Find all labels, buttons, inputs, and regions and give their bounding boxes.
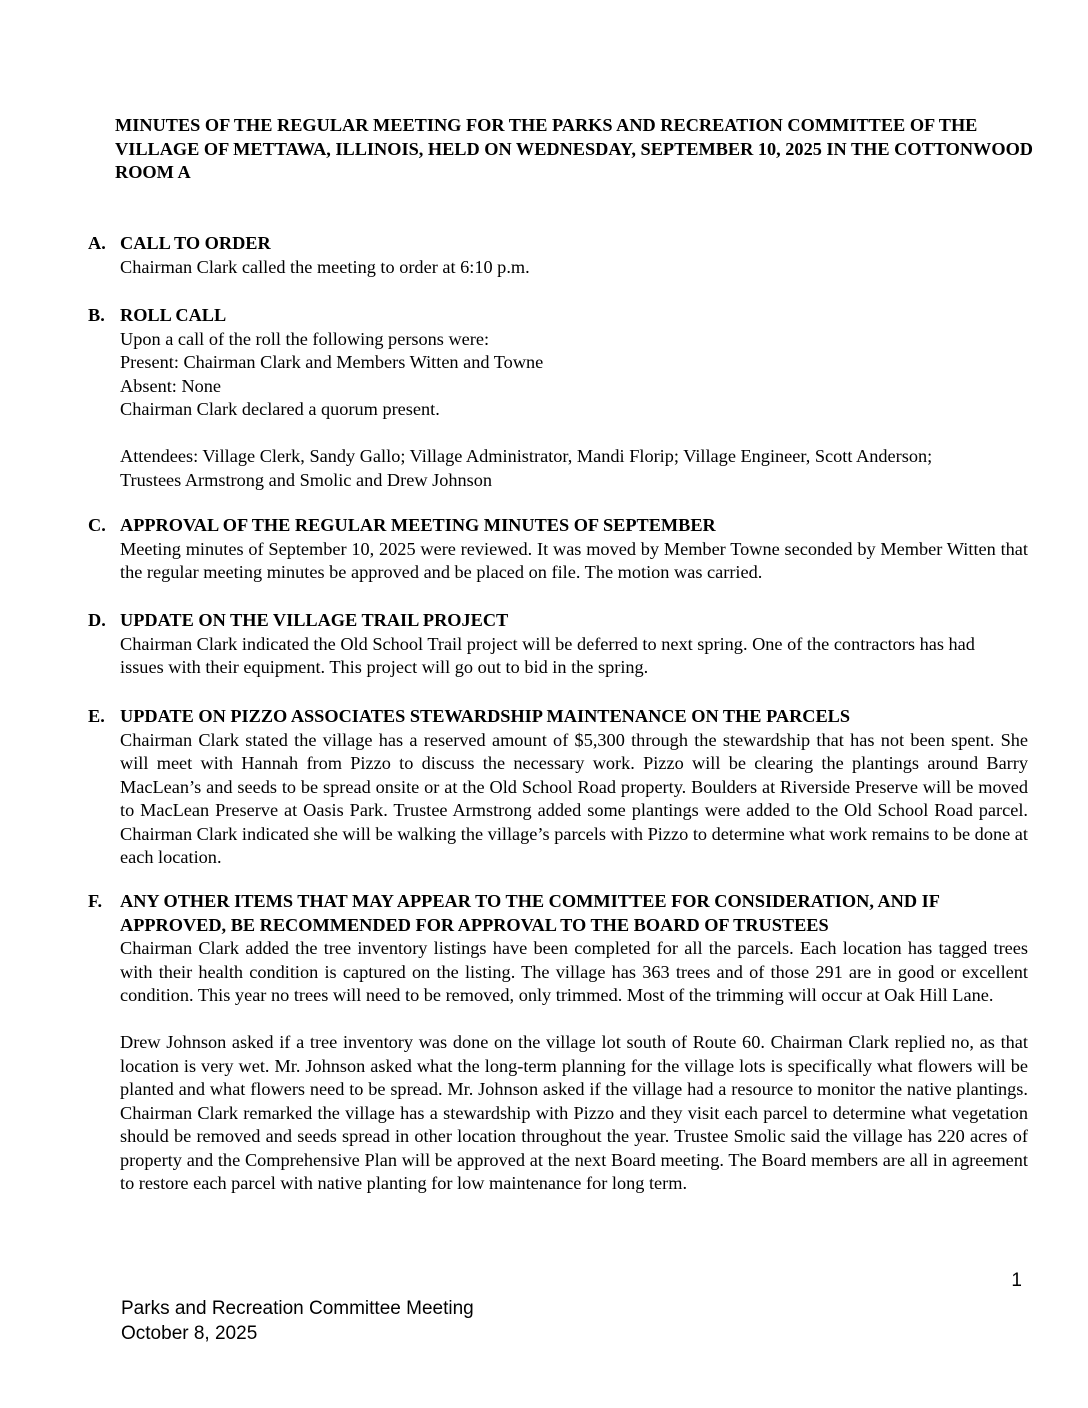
footer-meeting-name: Parks and Recreation Committee Meeting: [121, 1298, 474, 1319]
section-d-title: UPDATE ON THE VILLAGE TRAIL PROJECT: [120, 610, 509, 630]
section-e-body: Chairman Clark stated the village has a reserved amount of $5,300 through the stewardship that has not been spent. She will meet with Hannah from Pizzo to discuss the necessary work. Pizzo will be clearing the plantings around Barry MacLean’s and seeds to be spread onsite or at the Old School Road property. Boulders at Riverside Preserve will be moved to MacLean Preserve at Oasis Park. Trustee Armstrong added some plantings were added to the Old School Road parcel. Chairman Clark indicated she will be walking the village’s parcels with Pizzo to determine what work remains to be done at each location.: [120, 729, 1028, 867]
section-c-heading: [88, 514, 1028, 538]
section-e-letter: E.: [88, 706, 105, 726]
body-line: Upon a call of the roll the following persons were:: [120, 328, 490, 349]
section-b-body: [88, 328, 1028, 493]
section-f-title: ANY OTHER ITEMS THAT MAY APPEAR TO THE COMMITTEE FOR CONSIDERATION, AND IF APPROVED, BE RECOMMENDED FOR APPROVAL TO THE BOARD OF TRUSTEES: [120, 891, 940, 935]
section-c-body: Meeting minutes of September 10, 2025 were reviewed. It was moved by Member Towne seconded by Member Witten that the regular meeting minutes be approved and be placed on file. The motion was carried.: [120, 538, 1028, 582]
section-d-heading: [88, 609, 1028, 633]
section-a-heading: [88, 232, 1028, 256]
section-d-body: Chairman Clark indicated the Old School Trail project will be deferred to next spring. One of the contractors has had issues with their equipment. This project will go out to bid in the spring.: [120, 633, 975, 677]
section-f-letter: F.: [88, 891, 103, 911]
section-f-body: Chairman Clark added the tree inventory listings have been completed for all the parcels. Each location has tagged trees with their health condition is captured on the listing. The village has 363 trees and of those 291 are in good or excellent condition. This year no trees will need to be removed, only trimmed. Most of the trimming will occur at Oak Hill Lane.: [120, 938, 1028, 1005]
section-b-heading: [88, 304, 1028, 328]
footer-meeting-date: October 8, 2025: [121, 1323, 258, 1344]
body-line: Present: Chairman Clark and Members Witten and Towne: [120, 352, 544, 372]
section-e-heading: [88, 705, 1028, 729]
section-d: [88, 609, 1028, 680]
section-a-body: [88, 256, 1028, 280]
attendees-paragraph: Attendees: Village Clerk, Sandy Gallo; Village Administrator, Mandi Florip; Village Engineer, Scott Anderson; Trustees Armstrong and Smolic and Drew Johnson: [120, 446, 933, 490]
page-footer: [121, 1296, 474, 1346]
body-line: Absent: None: [120, 375, 222, 396]
section-f-heading: [88, 890, 1028, 937]
document-title: MINUTES OF THE REGULAR MEETING FOR THE PARKS AND RECREATION COMMITTEE OF THE VILLAGE OF METTAWA, ILLINOIS, HELD ON WEDNESDAY, SEPTEMBER 10, 2025 IN THE COTTONWOOD ROOM A: [115, 115, 1033, 183]
section-b: [88, 304, 1028, 492]
section-d-letter: D.: [88, 610, 106, 630]
section-b-letter: B.: [88, 305, 105, 325]
section-a-title: CALL TO ORDER: [120, 233, 271, 253]
section-a: [88, 232, 1028, 279]
page-number: 1: [1011, 1270, 1022, 1291]
body-line: Chairman Clark called the meeting to order at 6:10 p.m.: [120, 256, 530, 277]
section-e: [88, 705, 1028, 870]
section-c-letter: C.: [88, 515, 106, 535]
section-c: [88, 514, 1028, 585]
body-line: Chairman Clark declared a quorum present.: [120, 399, 440, 419]
section-f: [88, 890, 1028, 1196]
section-f-body-2: Drew Johnson asked if a tree inventory was done on the village lot south of Route 60. Chairman Clark replied no, as that location is very wet. Mr. Johnson asked what the long-term planning for the village lots is specifically what flowers will be planted and what flowers need to be spread. Mr. Johnson asked if the village had a resource to monitor the native plantings. Chairman Clark remarked the village has a stewardship with Pizzo and they visit each parcel to determine what vegetation should be removed and seeds spread in other location throughout the year. Trustee Smolic said the village has 220 acres of property and the Comprehensive Plan will be approved at the next Board meeting. The Board members are all in agreement to restore each parcel with native planting for low maintenance for long term.: [120, 1032, 1028, 1193]
section-b-title: ROLL CALL: [120, 305, 227, 325]
section-e-title: UPDATE ON PIZZO ASSOCIATES STEWARDSHIP MAINTENANCE ON THE PARCELS: [120, 706, 851, 726]
section-a-letter: A.: [88, 233, 106, 253]
section-c-title: APPROVAL OF THE REGULAR MEETING MINUTES OF SEPTEMBER: [120, 515, 716, 535]
